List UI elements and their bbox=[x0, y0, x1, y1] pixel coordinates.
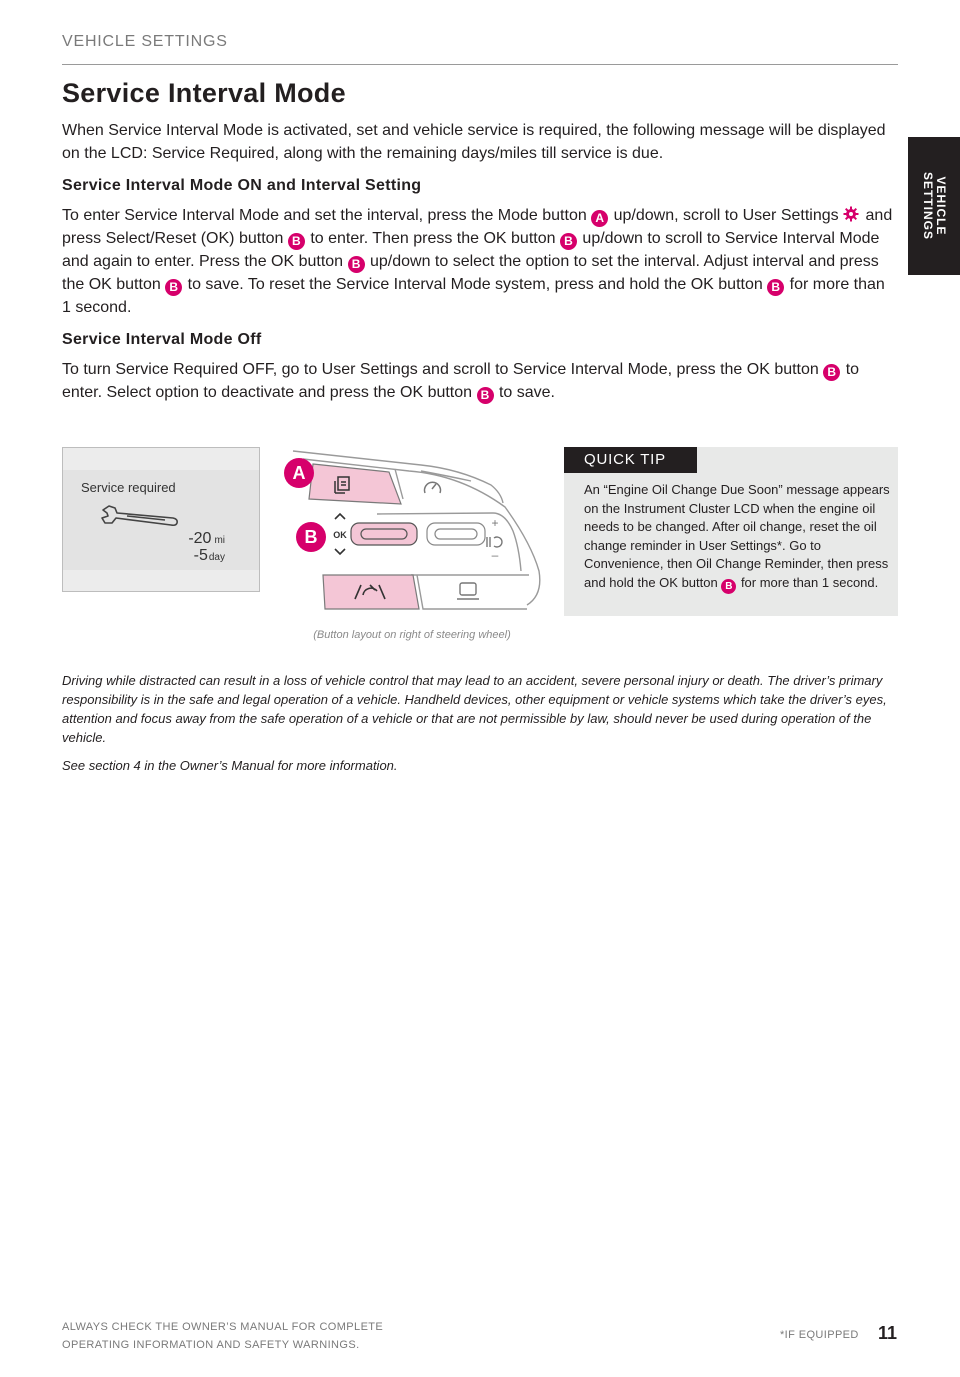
section-label: VEHICLE SETTINGS bbox=[62, 33, 228, 50]
badge-b: B bbox=[767, 279, 784, 296]
badge-b: B bbox=[477, 387, 494, 404]
driver-assist-button bbox=[323, 575, 419, 609]
badge-b: B bbox=[721, 579, 736, 594]
main-content bbox=[62, 78, 898, 404]
intro-paragraph: When Service Interval Mode is activated, set and vehicle service is required, the following message will be displayed on the LCD: Service Required, along with the remaining days/miles till service is due. bbox=[62, 122, 886, 162]
top-divider bbox=[62, 64, 898, 65]
page-title: Service Interval Mode bbox=[62, 78, 346, 108]
on-heading: Service Interval Mode ON and Interval Setting bbox=[62, 177, 422, 194]
footer-line-2: OPERATING INFORMATION AND SAFETY WARNINGS. bbox=[62, 1339, 360, 1351]
ok-label: OK bbox=[333, 530, 347, 540]
mode-button bbox=[309, 464, 401, 504]
callout-a: A bbox=[284, 458, 314, 488]
side-tab-label bbox=[921, 172, 947, 240]
plus-label: + bbox=[491, 516, 499, 530]
side-tab bbox=[908, 137, 960, 275]
distraction-warning: Driving while distracted can result in a loss of vehicle control that may lead to an accident, severe personal injury or death. The driver’s primary responsibility is in the safe and legal operation of a vehicle. Handheld devices, other equipment or vehicle systems which take the driver’s eyes, attention and focus away from the safe operation of a vehicle or that are not permissible by law, should never be used during operation of the vehicle. bbox=[62, 673, 887, 745]
quick-tip-heading: QUICK TIP bbox=[564, 447, 697, 473]
cluster-display bbox=[62, 447, 260, 592]
badge-b: B bbox=[823, 364, 840, 381]
minus-label: – bbox=[491, 548, 499, 562]
wheel-caption: (Button layout on right of steering wheel) bbox=[313, 629, 511, 641]
badge-b: B bbox=[348, 256, 365, 273]
badge-b: B bbox=[165, 279, 182, 296]
safety-disclaimer bbox=[62, 671, 898, 784]
off-paragraph: To turn Service Required OFF, go to User Settings and scroll to Service Interval Mode, press the OK button B to enter. Select option to deactivate and press the OK button B to save. bbox=[62, 361, 860, 402]
steering-wheel-buttons bbox=[291, 447, 541, 617]
badge-a: A bbox=[591, 210, 608, 227]
badge-b: B bbox=[560, 233, 577, 250]
quick-tip-body: An “Engine Oil Change Due Soon” message appears on the Instrument Cluster LCD when the engine oil needs to be changed. After oil change, reset the oil change reminder in User Settings*. Go to Convenience, then Oil Change Reminder, then press and hold the OK button B for more than 1 second. bbox=[584, 482, 890, 592]
gear-icon bbox=[843, 206, 859, 222]
miles-readout: -20 mi bbox=[188, 530, 225, 547]
resume-icon bbox=[487, 537, 502, 547]
speedometer-icon bbox=[425, 482, 441, 493]
footer-line-1: ALWAYS CHECK THE OWNER’S MANUAL FOR COMPLETE bbox=[62, 1321, 384, 1333]
footer-note bbox=[62, 1318, 383, 1354]
callout-b: B bbox=[296, 522, 326, 552]
on-paragraph: To enter Service Interval Mode and set the interval, press the Mode button A up/down, scroll to User Settings and press Select/Reset (OK) button B to enter. Then press the OK button B up/down to scroll to Service Interval Mode and again to enter. Press the OK button B up/down to select the option to set the interval. Adjust interval and press the OK button B to save. To reset the Service Interval Mode system, press and hold the OK button B for more than 1 second. bbox=[62, 207, 893, 316]
side-tab-text: VEHICLE SETTINGS bbox=[921, 171, 948, 241]
page-number: 11 bbox=[878, 1323, 898, 1343]
wrench-icon bbox=[99, 504, 179, 528]
if-equipped-note: *IF EQUIPPED bbox=[780, 1329, 859, 1341]
quick-tip-box bbox=[564, 447, 898, 616]
vehicle-icon bbox=[457, 583, 479, 599]
cluster-label: Service required bbox=[81, 480, 176, 495]
manual-reference: See section 4 in the Owner’s Manual for more information. bbox=[62, 758, 398, 773]
badge-b: B bbox=[288, 233, 305, 250]
off-heading: Service Interval Mode Off bbox=[62, 331, 262, 348]
days-readout: -5day bbox=[193, 547, 225, 564]
